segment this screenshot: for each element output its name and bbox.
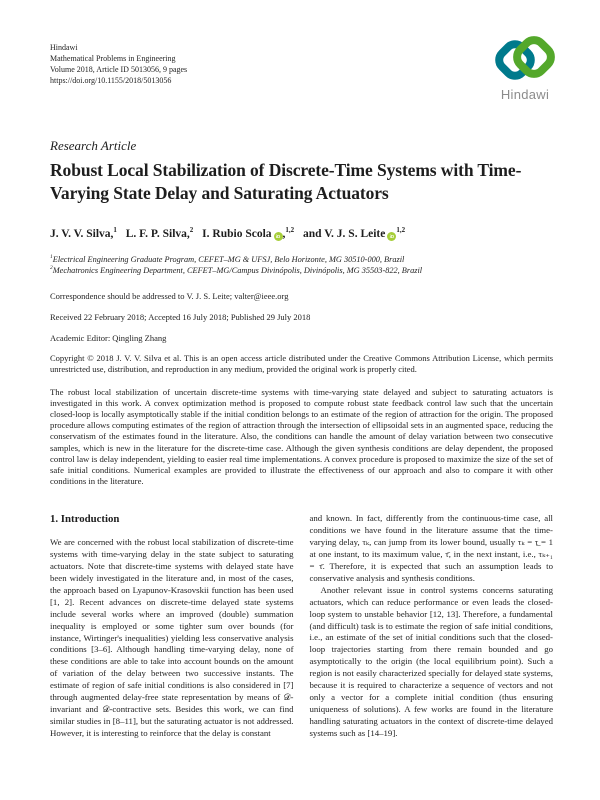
academic-editor-line: Academic Editor: Qingling Zhang xyxy=(50,333,167,343)
author-1-affil-sup: 1 xyxy=(113,226,117,235)
orcid-icon[interactable]: iD xyxy=(387,232,396,241)
dates-line: Received 22 February 2018; Accepted 16 July 2018; Published 29 July 2018 xyxy=(50,312,311,322)
doi-link[interactable]: https://doi.org/10.1155/2018/5013056 xyxy=(50,76,172,85)
article-title: Robust Local Stabilization of Discrete-Time Systems with Time-Varying State Delay and Saturating Actuators xyxy=(50,160,522,203)
intro-paragraph-right-2: Another relevant issue in control systems concerns saturating actuators, which can reduce performance or even leads the closed-loop system to unstable behavior [12, 13]. Therefore, a fundamental (and difficult) task is to estimate the region of safe initial conditions, i.e., an estimate of the set of initial conditions such that the closed-loop trajectories starting from there remain bounded and go asymptotically to the origin (the local equilibrium point). Such a region is not easily characterized specially for delayed state systems, because it is required to characterize a sequence of vectors and not only a vector for a complete initial condition (thus ensuring uniqueness of solutions). A few works are found in the literature handling saturating actuators in the context of discrete-time delayed systems such as [14–19]. xyxy=(309,584,553,738)
author-1: J. V. V. Silva,$^1$ xyxy=(50,226,117,240)
article-id-line: Volume 2018, Article ID 5013056, 9 pages xyxy=(50,65,188,74)
right-column xyxy=(310,513,554,739)
abstract-text: The robust local stabilization of uncertain discrete-time systems with time-varying state delayed and subject to saturating actuators is investigated in this work. A convex optimization method is proposed to compute robust state feedback control law such that the uncertain closed-loop is locally asymptotically stable if the initial condition belongs to an estimate of the region of attraction for the origin. The proposed procedure allows computing estimates of the region of attraction through the intersection of ellipsoidal sets in an augmented space, reducing the conservatism of the estimates found in the literature. Also, the conditions can handle the amount of delay variation between two consecutive samples, which is new in the literature for the discrete-time case. Although the given synthesis conditions are delay dependent, the proposed control law is delay independent, yielding to easier real time implementations. A convex procedure is proposed to maximize the size of the set of safe initial conditions. Numerical examples are provided to illustrate the effectiveness of our approach and also to compare it with other conditions in the literature. xyxy=(50,386,554,487)
author-4: and V. J. S. Leite iD$^{1,2}$ xyxy=(303,226,406,240)
copyright-notice: Copyright © 2018 J. V. V. Silva et al. This is an open access article distributed under the Creative Commons Attribution License, which permits unrestricted use, distribution, and reproduction in any medium, provided the original work is properly cited. xyxy=(50,353,553,374)
affiliation-2: $^2$Mechatronics Engineering Department, CEFET–MG/Campus Divinópolis, Divinópolis, MG 35503-822, Brazil xyxy=(50,264,423,275)
author-4-affil-sup: 1,2 xyxy=(396,226,406,235)
author-line xyxy=(50,228,553,241)
section-heading-introduction: 1. Introduction xyxy=(50,513,120,526)
publisher-name: Hindawi xyxy=(50,43,78,52)
author-3-affil-sup: 1,2 xyxy=(285,226,295,235)
journal-name: Mathematical Problems in Engineering xyxy=(50,54,176,63)
author-2: L. F. P. Silva,$^2$ xyxy=(125,226,194,240)
author-3: I. Rubio Scola iD ,$^{1,2}$ xyxy=(202,226,295,240)
correspondence-email-link[interactable]: valter@ieee.org xyxy=(234,291,289,301)
body-columns xyxy=(50,513,553,739)
intro-paragraph-right-1: and known. In fact, differently from the continuous-time case, all conditions we have found in the literature assume that the time-varying delay, τₖ, can jump from its lower bound, usually τₖ = τ̲ = 1 at one instant, to its maximum value, τ̄, in the next instant, i.e., τₖ₊₁ = τ̄. Therefore, it is expected that such an assumption leads to conservative analysis and synthesis conditions. xyxy=(309,513,553,583)
hindawi-rings-icon xyxy=(497,36,553,84)
journal-header xyxy=(50,42,553,86)
affiliations xyxy=(50,255,553,276)
affiliation-1: $^1$Electrical Engineering Graduate Program, CEFET–MG & UFSJ, Belo Horizonte, MG 30510-000, Brazil xyxy=(50,254,405,264)
article-type-label: Research Article xyxy=(50,138,137,153)
intro-paragraph-left: We are concerned with the robust local stabilization of discrete-time systems with time-varying delay in the state subject to saturating actuators. Note that discrete-time systems with delayed state have been widely investigated in the literature and, in most of the cases, the approach based on Lyapunov-Krasovskii function has been used [1, 2]. Recent advances on discrete-time delayed state systems include several works where an improved (double) summation inequality is employed or some tighter sum over bounds (for instance, Wirtinger's inequalities) yielding less conservative analysis conditions [3–6]. Although handling time-varying delay, none of these conditions are able to take into account bounds on the amount of variation of the delay between two successive instants. The estimate of region of safe initial conditions is also considered in [7] through augmented delay-free state representation by means of 𝒟-invariant and 𝒟-contractive sets. Besides this work, we can find similar studies in [8–11], but the saturating actuator is not addressed. However, it is interesting to reinforce that the delay is constant xyxy=(50,537,294,738)
author-2-affil-sup: 2 xyxy=(189,226,194,235)
hindawi-logo xyxy=(492,36,558,102)
hindawi-logo-text: Hindawi xyxy=(500,87,550,102)
correspondence-line: Correspondence should be addressed to V. J. S. Leite; valter@ieee.org xyxy=(50,291,289,301)
left-column xyxy=(50,513,294,739)
orcid-icon[interactable]: iD xyxy=(274,232,283,241)
